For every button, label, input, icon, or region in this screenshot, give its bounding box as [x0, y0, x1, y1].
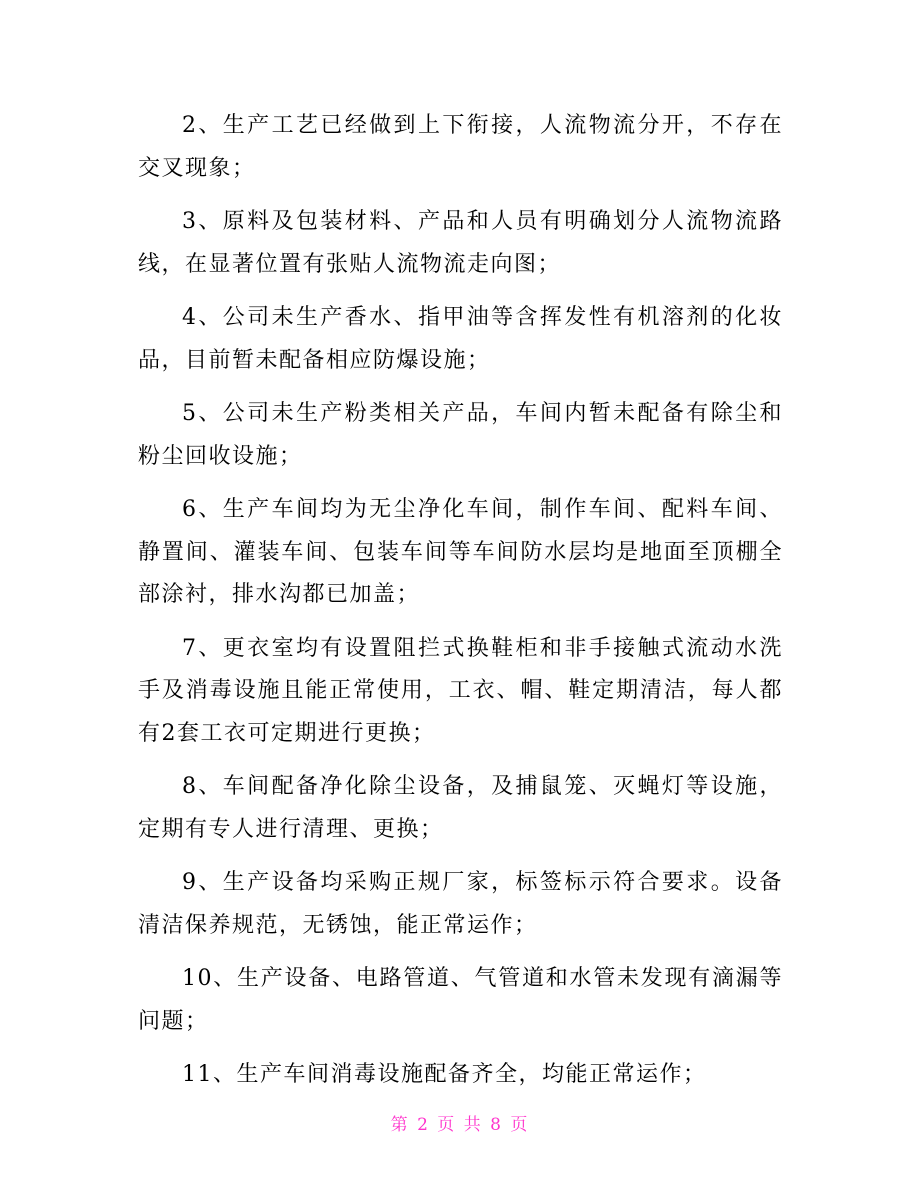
paragraph-item-6: 6、生产车间均为无尘净化车间，制作车间、配料车间、静置间、灌装车间、包装车间等车间防水层均是地面至顶棚全部涂衬，排水沟都已加盖；: [138, 497, 783, 607]
paragraph-item-8: 8、车间配备净化除尘设备，及捕鼠笼、灭蝇灯等设施，定期有专人进行清理、更换；: [138, 774, 783, 842]
paragraph-item-10: 10、生产设备、电路管道、气管道和水管未发现有滴漏等问题；: [138, 966, 783, 1034]
paragraph-item-7: 7、更衣室均有设置阻拦式换鞋柜和非手接触式流动水洗手及消毒设施且能正常使用，工衣、帽、鞋定期清洁，每人都有2套工衣可定期进行更换；: [138, 635, 783, 746]
document-body: [138, 105, 783, 1108]
paragraph-item-5: 5、公司未生产粉类相关产品，车间内暂未配备有除尘和粉尘回收设施；: [138, 401, 783, 469]
paragraph-item-4: 4、公司未生产香水、指甲油等含挥发性有机溶剂的化妆品，目前暂未配备相应防爆设施；: [138, 305, 783, 373]
paragraph-item-11: 11、生产车间消毒设施配备齐全，均能正常运作；: [182, 1062, 707, 1087]
paragraph-item-3: 3、原料及包装材料、产品和人员有明确划分人流物流路线，在显著位置有张贴人流物流走向图；: [138, 209, 783, 277]
paragraph-item-2: 2、生产工艺已经做到上下衔接，人流物流分开，不存在交叉现象；: [138, 113, 783, 181]
paragraph-item-9: 9、生产设备均采购正规厂家，标签标示符合要求。设备清洁保养规范，无锈蚀，能正常运作；: [138, 870, 783, 938]
page-number-footer: 第 2 页 共 8 页: [390, 1115, 530, 1135]
